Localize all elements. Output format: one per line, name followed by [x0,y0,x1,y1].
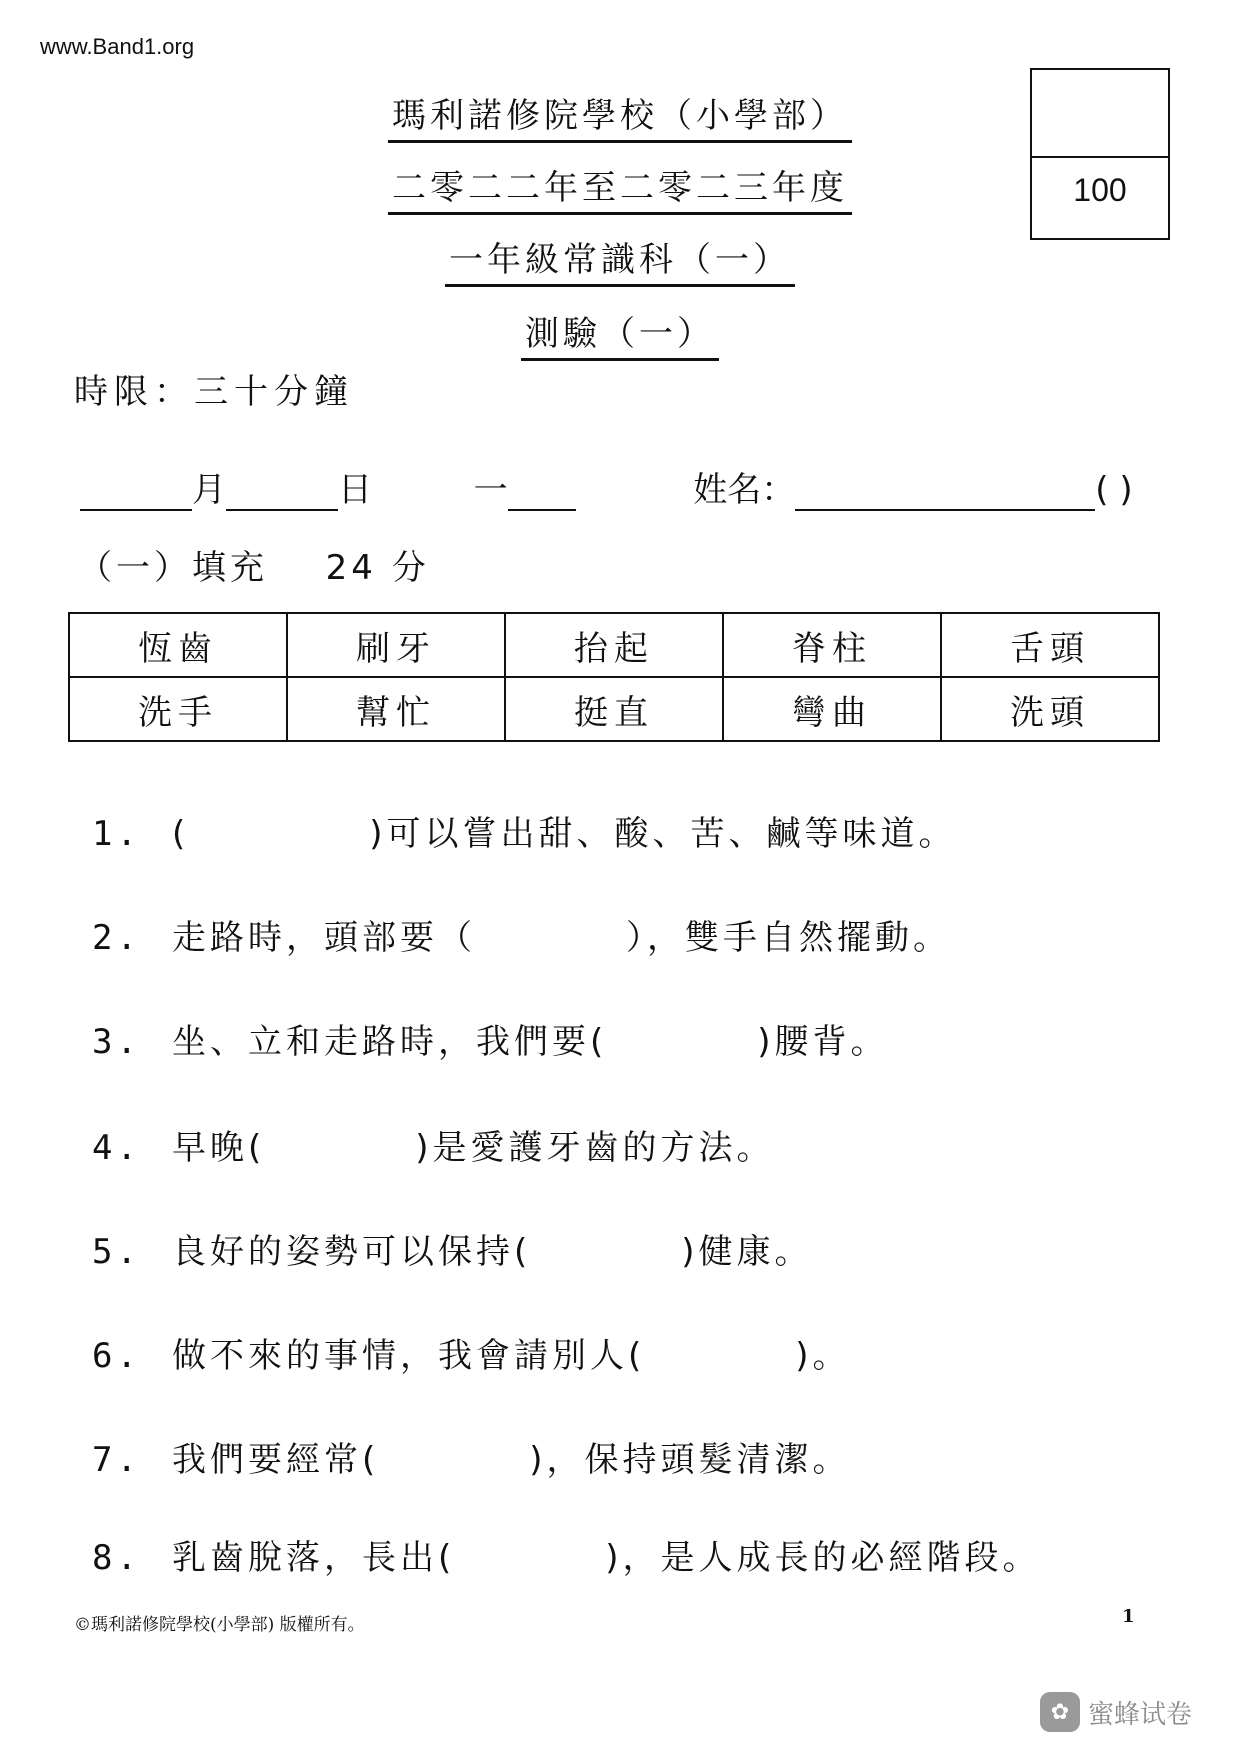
question-text-before: 乳齒脫落，長出( [172,1538,456,1578]
month-label: 月 [192,470,226,510]
section-marks: 24 分 [325,548,430,588]
day-label: 日 [338,470,372,510]
word-cell: 脊柱 [723,613,941,677]
name-blank[interactable] [795,471,1095,511]
word-cell: 洗頭 [941,677,1159,741]
question-text-before: 走路時，頭部要（ [172,918,476,958]
brand-name: 蜜蜂试卷 [1088,1699,1193,1730]
word-cell: 洗手 [69,677,287,741]
question-8 [92,1530,1041,1579]
school-title: 瑪利諾修院學校（小學部） [0,88,1240,137]
question-number: 5. [92,1232,141,1272]
question-text-after: )，保持頭髮清潔。 [529,1440,851,1480]
question-number: 2. [92,918,141,958]
test-title: 測驗（一） [0,306,1240,355]
word-cell: 舌頭 [941,613,1159,677]
student-number-paren: ( ) [1095,470,1133,510]
word-cell: 抬起 [505,613,723,677]
question-number: 4. [92,1128,141,1168]
section-heading [78,540,430,589]
school-year: 二零二二年至二零二三年度 [0,160,1240,209]
question-5 [92,1224,813,1273]
question-text-after: )，是人成長的必經階段。 [605,1538,1041,1578]
month-blank[interactable] [80,471,192,511]
word-bank-table [68,612,1160,742]
score-box [1030,68,1170,240]
question-number: 6. [92,1336,141,1376]
class-blank[interactable] [508,471,576,511]
name-label: 姓名： [693,470,796,510]
score-total: 100 [1073,172,1127,208]
question-6 [92,1328,851,1377]
question-text-after: ），雙手自然擺動。 [626,918,951,958]
question-text-after: )可以嘗出甜、酸、苦、鹹等味道。 [369,814,957,854]
bee-logo-icon: ✿ [1040,1692,1080,1732]
question-text-before: 早晚( [172,1128,266,1168]
time-limit: 時限：三十分鐘 [74,372,354,412]
day-blank[interactable] [226,471,338,511]
score-entry-area[interactable] [1032,70,1168,158]
question-number: 3. [92,1022,141,1062]
question-text-after: )腰背。 [757,1022,889,1062]
question-text-before: 良好的姿勢可以保持( [172,1232,532,1272]
subject-title: 一年級常識科（一） [0,232,1240,281]
page-number: 1 [1122,1606,1135,1627]
section-title: （一）填充 [78,548,268,588]
word-cell: 挺直 [505,677,723,741]
question-1 [92,806,957,855]
question-number: 7. [92,1440,141,1480]
question-text-before: 我們要經常( [172,1440,380,1480]
class-label: 一 [473,470,508,510]
question-7 [92,1432,851,1481]
question-text-before: 做不來的事情，我會請別人( [172,1336,646,1376]
word-bank-row [69,677,1159,741]
question-text-after: )。 [795,1336,851,1376]
question-number: 1. [92,814,141,854]
copyright-footer: ©瑪利諾修院學校(小學部) 版權所有。 [74,1615,365,1635]
word-cell: 彎曲 [723,677,941,741]
question-4 [92,1120,775,1169]
question-text-before: 坐、立和走路時，我們要( [172,1022,608,1062]
word-cell: 幫忙 [287,677,505,741]
date-name-line [80,462,1180,512]
question-text-after: )是愛護牙齒的方法。 [415,1128,775,1168]
brand-watermark [1040,1692,1192,1732]
word-bank-row [69,613,1159,677]
question-text-after: )健康。 [681,1232,813,1272]
question-text-before: ( [172,814,190,854]
word-cell: 恆齒 [69,613,287,677]
question-number: 8. [92,1538,141,1578]
word-cell: 刷牙 [287,613,505,677]
question-2 [92,910,951,959]
site-watermark: www.Band1.org [40,34,195,59]
question-3 [92,1014,889,1063]
